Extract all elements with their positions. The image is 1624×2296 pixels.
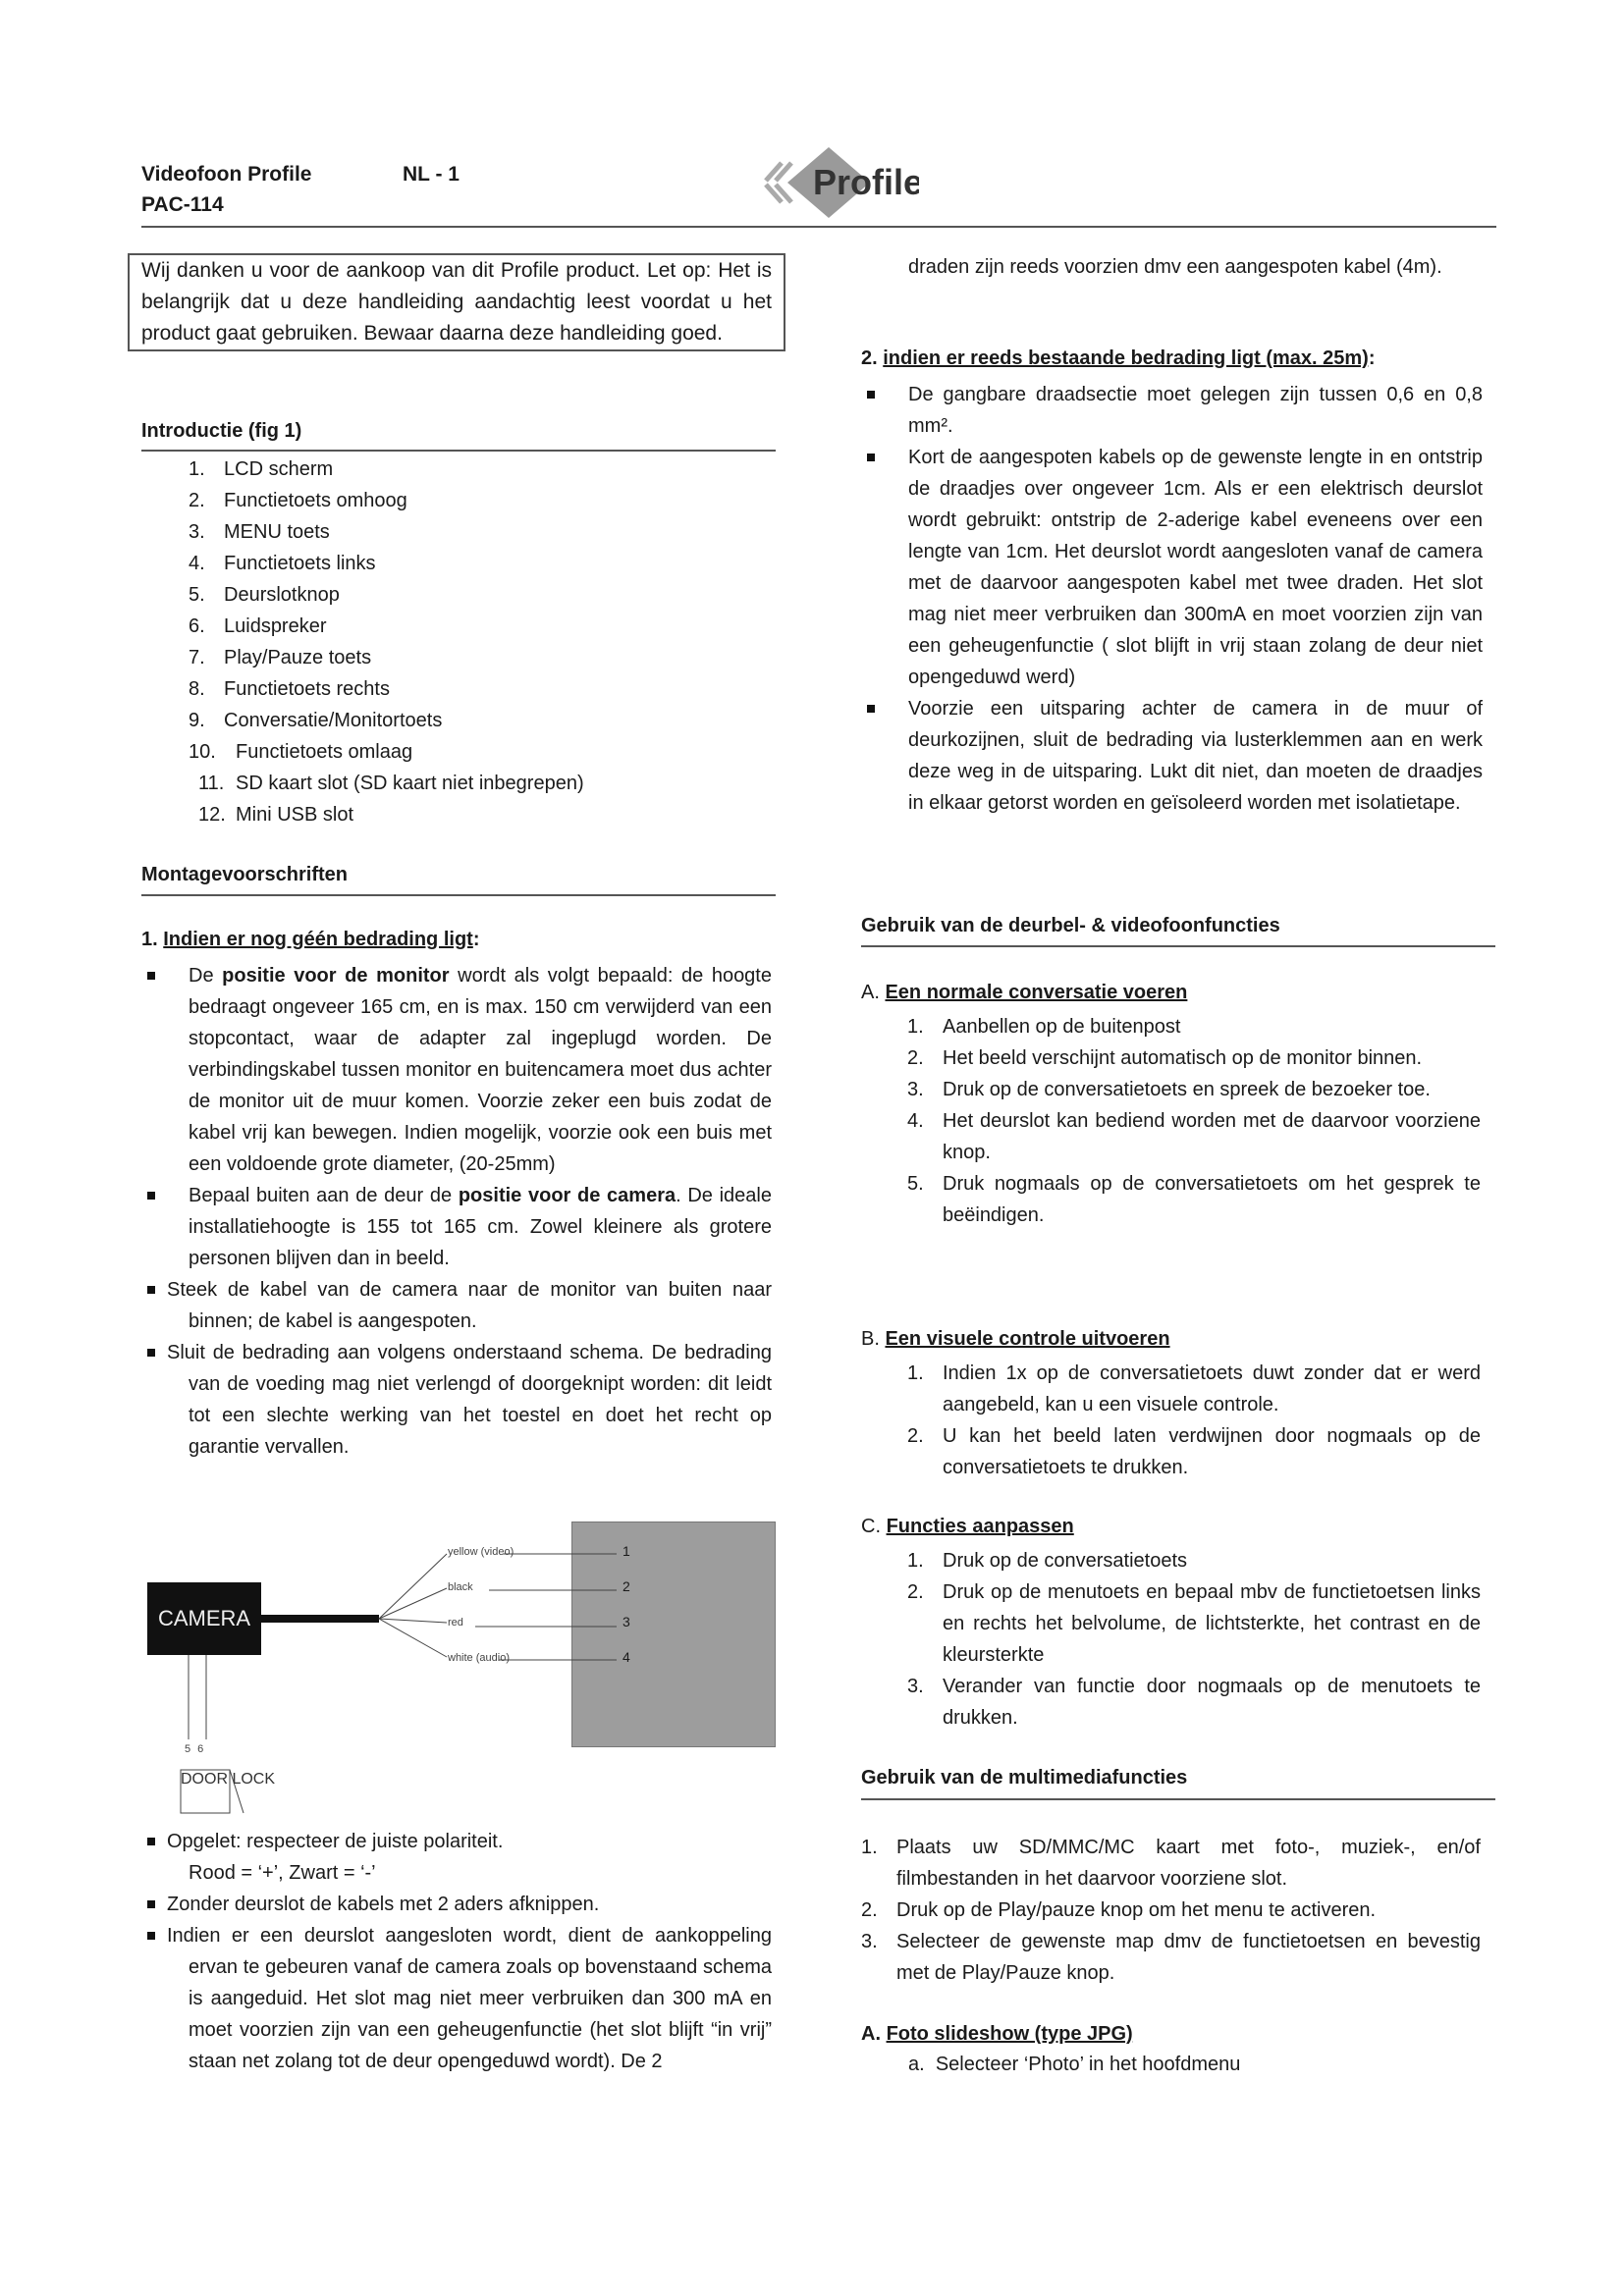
section-title-multimedia: Gebruik van de multimediafuncties	[861, 1767, 1188, 1789]
camera-block: CAMERA	[147, 1582, 261, 1655]
list-item: 2. Het beeld verschijnt automatisch op de monitor binnen.	[907, 1047, 1423, 1069]
intro-list	[189, 454, 754, 830]
list-item: 3. Verander van functie door nogmaals op de menutoets te drukken.	[907, 1676, 1481, 1729]
list-item: Zonder deurslot de kabels met 2 aders afknippen.	[189, 1889, 772, 1920]
pin-number: 4	[623, 1649, 630, 1665]
list-item: 11. SD kaart slot (SD kaart niet inbegrepen)	[198, 773, 584, 794]
list-item: Bepaal buiten aan de deur de positie voor de camera. De ideale installatiehoogte is 155 tot 165 cm. Zowel kleinere als grotere personen blijven dan in beeld.	[189, 1180, 772, 1274]
list-item: 1. Plaats uw SD/MMC/MC kaart met foto-, muziek-, en/of filmbestanden in het daarvoor voorziene slot.	[861, 1837, 1481, 1890]
profile-logo	[752, 145, 919, 220]
settings-steps	[907, 1545, 1481, 1734]
subsection-a-heading: A. Een normale conversatie voeren	[861, 982, 1188, 1003]
svg-text:Profile: Profile	[813, 162, 919, 202]
section-rule	[141, 450, 776, 452]
bullet-icon	[147, 972, 155, 980]
montage-bullets	[167, 960, 772, 1463]
bullet-icon	[147, 1192, 155, 1200]
visual-check-steps	[907, 1358, 1481, 1483]
doc-title: Videofoon Profile	[141, 163, 312, 186]
section-rule	[861, 1798, 1495, 1800]
photo-substep: a. Selecteer ‘Photo’ in het hoofdmenu	[908, 2054, 1241, 2075]
list-item: 4. Het deurslot kan bediend worden met de daarvoor voorziene knop.	[907, 1110, 1481, 1163]
bullet-icon	[147, 1349, 155, 1357]
bullet-icon	[147, 1900, 155, 1908]
wire-label: black	[448, 1581, 473, 1593]
multimedia-steps	[861, 1832, 1481, 1989]
list-item: 8. Functietoets rechts	[189, 678, 390, 700]
list-item: 1. LCD scherm	[189, 458, 334, 480]
step-2-heading: 2. indien er reeds bestaande bedrading ligt (max. 25m):	[861, 347, 1376, 369]
list-item: Steek de kabel van de camera naar de monitor van buiten naar binnen; de kabel is aangespoten.	[189, 1274, 772, 1337]
bullet-icon	[147, 1932, 155, 1940]
model-number: PAC-114	[141, 193, 224, 216]
list-item: 3. Selecteer de gewenste map dmv de functietoetsen en bevestig met de Play/Pauze knop.	[861, 1931, 1481, 1984]
bullet-icon	[147, 1286, 155, 1294]
bullet-icon	[867, 705, 875, 713]
page-number: NL - 1	[403, 163, 460, 186]
intro-notice: Wij danken u voor de aankoop van dit Profile product. Let op: Het is belangrijk dat u deze handleiding aandachtig leest voordat u het product gaat gebruiken. Bewaar daarna deze handleiding goed.	[128, 253, 785, 351]
list-item: 5. Deurslotknop	[189, 584, 340, 606]
step-1-heading: 1. Indien er nog géén bedrading ligt:	[141, 929, 480, 950]
bullet-icon	[867, 391, 875, 399]
section-rule	[141, 894, 776, 896]
pin-number: 1	[623, 1543, 630, 1559]
list-item: 9. Conversatie/Monitortoets	[189, 710, 443, 731]
list-item: Kort de aangespoten kabels op de gewenste lengte in en ontstrip de draadjes over ongeveer 1cm. Als er een elektrisch deurslot wordt gebruikt: ontstrip de 2-aderige kabel eveneens over een lengte van 1cm. Het deurslot wordt aangesloten vanaf de camera met de daarvoor aangespoten kabel met twee draden. Het slot mag niet meer verbruiken dan 300mA en moet voorzien zijn van een geheugenfunctie ( slot blijft in vrij staan zolang de deur niet opengeduwd werd)	[908, 442, 1483, 693]
list-item: 5. Druk nogmaals op de conversatietoets om het gesprek te beëindigen.	[907, 1173, 1481, 1226]
list-item: Opgelet: respecteer de juiste polariteit. Rood = ‘+’, Zwart = ‘-’	[189, 1826, 772, 1889]
list-item: 1. Druk op de conversatietoets	[907, 1550, 1188, 1572]
bullet-icon	[867, 454, 875, 461]
list-item: Voorzie een uitsparing achter de camera in de muur of deurkozijnen, sluit de bedrading via lusterklemmen aan en werk deze weg in de uitsparing. Lukt dit niet, dan moeten de draadjes in elkaar getorst worden en geïsoleerd worden met isolatietape.	[908, 693, 1483, 819]
section-rule	[861, 945, 1495, 947]
conversation-steps	[907, 1011, 1481, 1231]
wire-label: white (audio)	[448, 1652, 510, 1664]
list-item: 1. Indien 1x op de conversatietoets duwt zonder dat er werd aangebeld, kan u een visuele controle.	[907, 1362, 1481, 1415]
list-item: 2. Functietoets omhoog	[189, 490, 407, 511]
list-item: 12. Mini USB slot	[198, 804, 354, 826]
list-item: 3. MENU toets	[189, 521, 330, 543]
list-item: De gangbare draadsectie moet gelegen zijn tussen 0,6 en 0,8 mm².	[908, 379, 1483, 442]
section-title-montage: Montagevoorschriften	[141, 864, 349, 885]
wire-label: red	[448, 1617, 463, 1629]
pin-number: 3	[623, 1614, 630, 1629]
subsection-b-heading: B. Een visuele controle uitvoeren	[861, 1328, 1170, 1350]
section-title-deurbel: Gebruik van de deurbel- & videofoonfuncties	[861, 915, 1280, 936]
section-title-introductie: Introductie (fig 1)	[141, 420, 302, 442]
wire-label: yellow (video)	[448, 1546, 514, 1558]
header-rule	[141, 226, 1496, 228]
polarity-bullets	[167, 1826, 772, 2077]
photo-slideshow-heading: A. Foto slideshow (type JPG)	[861, 2023, 1133, 2045]
lock-pins: 5 6	[185, 1743, 204, 1755]
list-item: 4. Functietoets links	[189, 553, 376, 574]
list-item: 2. U kan het beeld laten verdwijnen door nogmaals op de conversatietoets te drukken.	[907, 1425, 1481, 1478]
list-item: 10. Functietoets omlaag	[189, 741, 413, 763]
wiring-diagram	[137, 1522, 785, 1816]
list-item: Indien er een deurslot aangesloten wordt, dient de aankoppeling ervan te gebeuren vanaf de camera zoals op bovenstaand schema is aangeduid. Het slot mag niet meer verbruiken dan 300 mA en moet voorzien zijn van een geheugenfunctie (het slot blijft “in vrij” staan net zolang tot de deur opengeduwd wordt). De 2	[189, 1920, 772, 2077]
list-item: 3. Druk op de conversatietoets en spreek de bezoeker toe.	[907, 1079, 1431, 1100]
pin-number: 2	[623, 1578, 630, 1594]
list-item: 1. Aanbellen op de buitenpost	[907, 1016, 1181, 1038]
continuation-text: draden zijn reeds voorzien dmv een aangespoten kabel (4m).	[908, 256, 1442, 278]
list-item: 6. Luidspreker	[189, 615, 327, 637]
bullet-icon	[147, 1838, 155, 1845]
existing-wiring-bullets	[908, 379, 1483, 819]
door-lock-label: DOOR LOCK	[181, 1771, 276, 1788]
subsection-c-heading: C. Functies aanpassen	[861, 1516, 1074, 1537]
list-item: De positie voor de monitor wordt als volgt bepaald: de hoogte bedraagt ongeveer 165 cm, en is max. 150 cm verwijderd van een stopcontact, waar de adapter zal ingeplugd worden. De verbindingskabel tussen monitor en buitencamera moet dus achter de monitor uit de muur komen. Voorzie zeker een buis zodat de kabel vrij kan bewegen. Indien mogelijk, voorzie ook een buis met een voldoende grote diameter, (20-25mm)	[189, 960, 772, 1180]
list-item: 7. Play/Pauze toets	[189, 647, 372, 668]
list-item: 2. Druk op de menutoets en bepaal mbv de functietoetsen links en rechts het belvolume, de lichtsterkte, het contrast en de kleursterkte	[907, 1581, 1481, 1666]
list-item: 2. Druk op de Play/pauze knop om het menu te activeren.	[861, 1899, 1377, 1921]
list-item: Sluit de bedrading aan volgens onderstaand schema. De bedrading van de voeding mag niet verlengd of doorgeknipt worden: dit leidt tot een slechte werking van het toestel en doet het recht op garantie vervallen.	[189, 1337, 772, 1463]
